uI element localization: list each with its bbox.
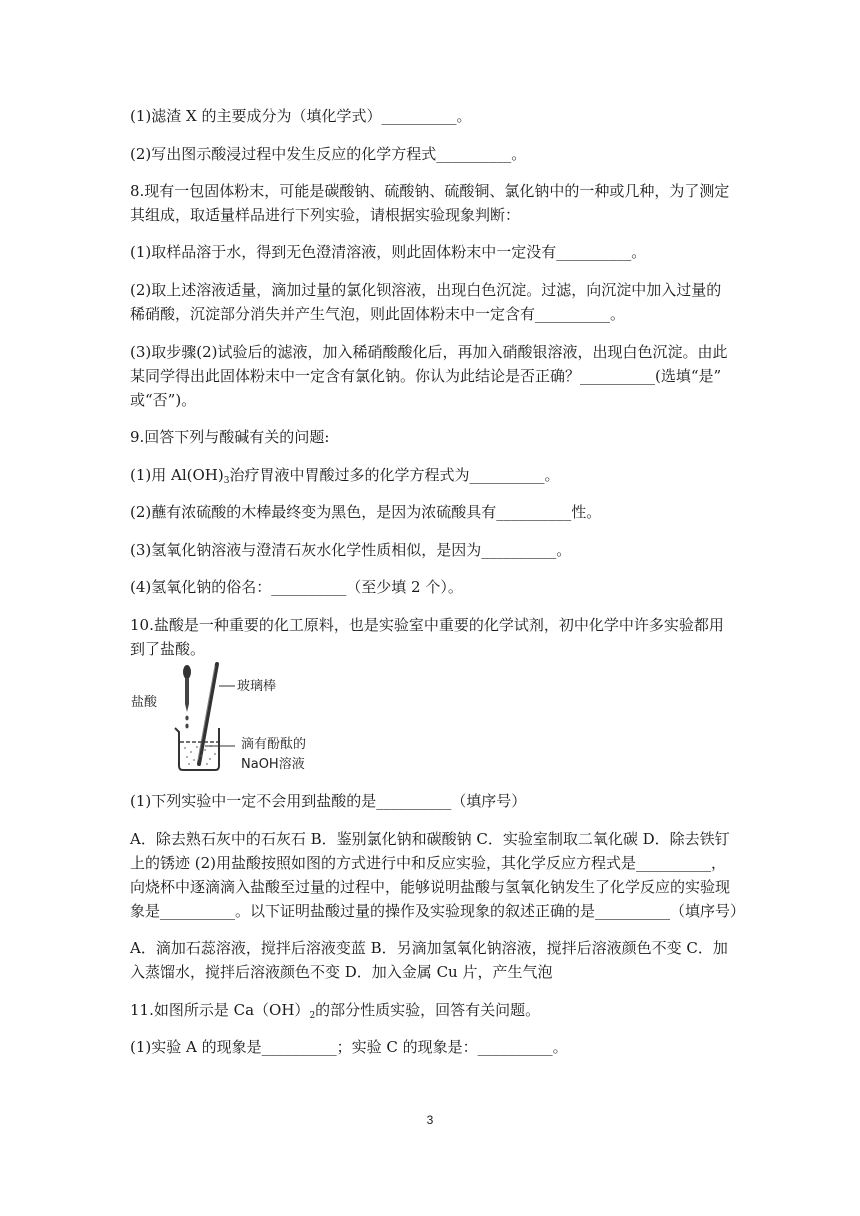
- neutralization-apparatus-figure: [131, 660, 331, 776]
- q8-part2-line2: 稀硝酸，沉淀部分消失并产生气泡，则此固体粉末中一定含有__________。: [130, 305, 626, 323]
- q11-stem: 11.如图所示是 $Ca(OH)_2$的部分性质实验，回答有关问题。: [130, 1001, 541, 1021]
- q10-part3-line1: A．滴加石蕊溶液，搅拌后溶液变蓝 B．另滴加氢氧化钠溶液，搅拌后溶液颜色不变 C．加: [130, 939, 728, 957]
- q8-part3-line3: 或“否”)。: [130, 391, 197, 409]
- q9-part3: (3)氢氧化钠溶液与澄清石灰水化学性质相似，是因为__________。: [130, 541, 572, 559]
- q10-part1: (1)下列实验中一定不会用到盐酸的是__________（填序号）: [130, 792, 527, 810]
- acid-drop: [185, 716, 188, 721]
- label-solution-line1: 滴有酚酞的: [241, 737, 307, 752]
- q8-stem-line1: 8.现有一包固体粉末，可能是碳酸钠、硫酸钠、硫酸铜、氯化钠中的一种或几种，为了测定: [130, 182, 730, 200]
- q10-options-line4: 象是__________。以下证明盐酸过量的操作及实验现象的叙述正确的是__________（填序号）: [130, 902, 746, 920]
- q8-part3-line1: (3)取步骤(2)试验后的滤液，加入稀硝酸酸化后，再加入硝酸银溶液，出现白色沉淀。由此: [130, 343, 728, 361]
- q10-options-line2: 上的锈迹 (2)用盐酸按照如图的方式进行中和反应实验，其化学反应方程式是__________，: [130, 854, 727, 872]
- page-number: 3: [426, 1113, 434, 1127]
- label-hydrochloric-acid: 盐酸: [131, 695, 158, 710]
- glass-rod: [199, 664, 217, 764]
- q10-stem-line2: 到了盐酸。: [130, 640, 206, 658]
- label-solution-line2: NaOH溶液: [241, 757, 305, 772]
- q9-part1: (1)用 $Al(OH)_3$治疗胃液中胃酸过多的化学方程式为__________。: [130, 466, 560, 486]
- q10-options-line3: 向烧杯中逐滴滴入盐酸至过量的过程中，能够说明盐酸与氢氧化钠发生了化学反应的实验现: [130, 878, 731, 896]
- q10-options-line1: A．除去熟石灰中的石灰石 B．鉴别氯化钠和碳酸钠 C．实验室制取二氧化碳 D．除去铁钉: [130, 830, 730, 848]
- dropper-tube: [185, 678, 189, 704]
- q7-part2: (2)写出图示酸浸过程中发生反应的化学方程式__________。: [130, 145, 527, 163]
- q8-part2-line1: (2)取上述溶液适量，滴加过量的氯化钡溶液，出现白色沉淀。过滤，向沉淀中加入过量的: [130, 281, 722, 299]
- q8-part3-line2: 某同学得出此固体粉末中一定含有氯化钠。你认为此结论是否正确？__________(选填“是”: [130, 367, 722, 385]
- label-glass-rod: 玻璃棒: [237, 679, 277, 694]
- dropper-bulb: [183, 665, 191, 679]
- q8-stem-line2: 其组成，取适量样品进行下列实验，请根据实验现象判断：: [130, 206, 521, 224]
- q9-stem: 9.回答下列与酸碱有关的问题:: [130, 428, 330, 446]
- q10-stem-line1: 10.盐酸是一种重要的化工原料，也是实验室中重要的化学试剂，初中化学中许多实验都用: [130, 616, 724, 634]
- q10-part3-line2: 入蒸馏水，搅拌后溶液颜色不变 D．加入金属 Cu 片，产生气泡: [130, 963, 553, 981]
- q9-part4: (4)氢氧化钠的俗名：__________（至少填 2 个）。: [130, 578, 463, 596]
- q7-part1: (1)滤渣 X 的主要成分为（填化学式）__________。: [130, 107, 472, 125]
- q9-part2: (2)蘸有浓硫酸的木棒最终变为黑色，是因为浓硫酸具有__________性。: [130, 503, 602, 521]
- q8-part1: (1)取样品溶于水，得到无色澄清溶液，则此固体粉末中一定没有__________。: [130, 243, 647, 261]
- q11-part1: (1)实验 A 的现象是__________；实验 C 的现象是：__________。: [130, 1038, 568, 1056]
- beaker: [175, 728, 219, 770]
